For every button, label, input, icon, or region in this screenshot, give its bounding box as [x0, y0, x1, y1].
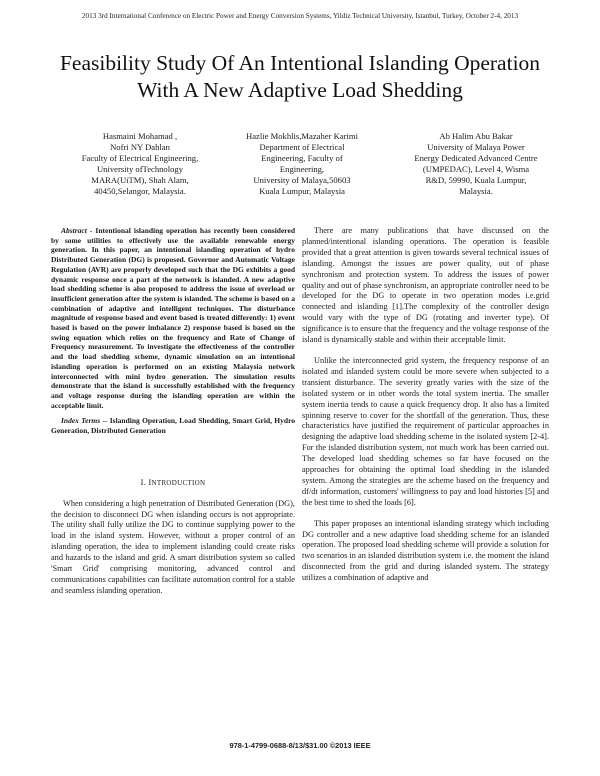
- author-block-3: [392, 131, 560, 197]
- author-affiliation-line: University of Malaya,50603: [253, 175, 351, 185]
- author-block-1: [60, 131, 220, 197]
- section-title-rest: NTRODUCTION: [151, 478, 206, 487]
- author-affiliation-line: 40450,Selangor, Malaysia.: [94, 186, 186, 196]
- body-paragraph: This paper proposes an intentional islanding strategy which including DG controller and a new adaptive load shedding scheme for an islanded operation. The proposed load shedding scheme will provide a solution for two scenarios in an islanded distribution system i.e. the moment the island disconnected from the grid and during islanded system. The strategy utilizes a combination of adaptive and: [302, 518, 549, 583]
- index-terms: [51, 416, 295, 435]
- author-affiliation-line: MARA(UiTM), Shah Alam,: [91, 175, 189, 185]
- author-name: Hasmaini Mohamad ,: [102, 131, 178, 141]
- body-paragraph: There are many publications that have discussed on the planned/intentional islanding operations. The operation is feasible provided that a great attention is given towards several technical issues of islanding. Amongst the issues are power quality, out of phase synchronism and protection system. To address the issues of power quality and out of phase synchronism, an appropriate controller need to be developed for the DG to operate in two operation modes i.e.grid connected and islanding [1].The complexity of the controller design would vary with the type of DG (rotating and inverter type). Of significance is to ensure that the frequency and the voltage response of the island is dynamically stable and within their acceptable limit.: [302, 226, 549, 345]
- author-name: Nofri NY Dahlan: [110, 142, 170, 152]
- right-column: [302, 226, 549, 584]
- title-line-1: Feasibility Study Of An Intentional Islanding Operation: [59, 51, 541, 75]
- author-affiliation-line: Kuala Lumpur, Malaysia: [259, 186, 345, 196]
- index-terms-text: -- Islanding Operation, Load Shedding, Smart Grid, Hydro Generation, Distributed Generation: [51, 416, 296, 436]
- paper-title: [20, 50, 580, 104]
- author-affiliation-line: Energy Dedicated Advanced Centre: [414, 153, 538, 163]
- title-line-2: With A New Adaptive Load Shedding: [137, 78, 463, 102]
- author-affiliation-line: Department of Electrical: [259, 142, 345, 152]
- index-terms-label: Index Terms: [61, 416, 101, 426]
- author-name: Ab Halim Abu Bakar: [439, 131, 513, 141]
- author-affiliation-line: Faculty of Electrical Engineering,: [81, 153, 199, 163]
- section-title-initial: I: [148, 477, 152, 487]
- author-affiliation-line: Malaysia.: [459, 186, 493, 196]
- abstract: [51, 226, 295, 410]
- author-affiliation-line: R&D, 59990, Kuala Lumpur,: [425, 175, 527, 185]
- author-affiliation-line: (UMPEDAC), Level 4, Wisma: [422, 164, 530, 174]
- left-column: [51, 226, 295, 597]
- body-paragraph: When considering a high penetration of Distributed Generation (DG), the decision to disconnect DG when islanding occurs is not appropriate. The utility shall fully utilize the DG to continue supplying power to the load in the island system. However, without a proper control of an islanding operation, the idea to implement islanding could create risks and hazards to the island and grid. A smart distribution system so called 'Smart Grid' comprising monitoring, advanced control and communications capabilities can facilitate automation control for a stable and seamless islanding operation.: [51, 498, 295, 595]
- author-block-2: [222, 131, 382, 197]
- author-affiliation-line: Engineering, Faculty of: [261, 153, 343, 163]
- author-affiliation-line: University ofTechnology: [96, 164, 184, 174]
- section-number: I.: [140, 477, 147, 487]
- body-paragraph: Unlike the interconnected grid system, the frequency response of an isolated and islanded system could be more severe when subjected to a transient disturbance. The severity greatly varies with the size of the isolated system or in other words the total system inertia. The smaller system inertia tends to cause a quick frequency drop. It also has a limited spinning reserve to cover for the shortfall of the generation. Thus, these characteristics have justified the requirement of particular approaches in designing the adaptive load shedding scheme in the isolated system [2-4]. For the islanded distribution system, not much work has been carried out. The developed load shedding schemes so far have focused on the approaches for obtaining the optimal load shedding in the islanded system. Among the strategies are the scheme based on the frequency and df/dt information, customers' willingness to pay and load histories [5] and the best time to shed the loads [6].: [302, 355, 549, 507]
- abstract-label: Abstract: [61, 226, 87, 235]
- conference-header: 2013 3rd International Conference on Electric Power and Energy Conversion Systems, Yildiz Technical University, Istanbul, Turkey, October 2-4, 2013: [81, 12, 519, 20]
- abstract-text: - Intentional islanding operation has recently been considered by some utilities to effectively use the available renewable energy generation. In this paper, an intentional islanding operation of hydro Distributed Generation (DG) is proposed. Governor and Automatic Voltage Regulation (AVR) are properly developed such that the DG exhibits a good dynamic response once a part of the network is islanded. A new adaptive load shedding scheme is also proposed to address the issue of overload or insufficient generation after the system is islanded. The scheme is based on a combination of adaptive and intelligent techniques. The disturbance magnitude of response based and event based is treated differently: 1) event based is based on the power imbalance 2) response based is based on the swing equation which relies on the frequency and Rate of Change of Frequency measurement. To investigate the effectiveness of the controller and the load shedding scheme, dynamic simulation on an intentional islanding operation is performed on an existing Malaysia network interconnected with mini hydro generation. The simulation results demonstrate that the island is successfully established with the frequency and voltage response during the islanding operation are within the acceptable limit.: [51, 226, 295, 410]
- author-affiliation-line: University of Malaya Power: [427, 142, 525, 152]
- copyright-footer: 978-1-4799-0688-8/13/$31.00 ©2013 IEEE: [229, 741, 371, 750]
- author-affiliation-line: Engineering,: [279, 164, 325, 174]
- section-heading: [51, 478, 295, 489]
- author-name: Hazlie Mokhlis,Mazaher Karimi: [246, 131, 358, 141]
